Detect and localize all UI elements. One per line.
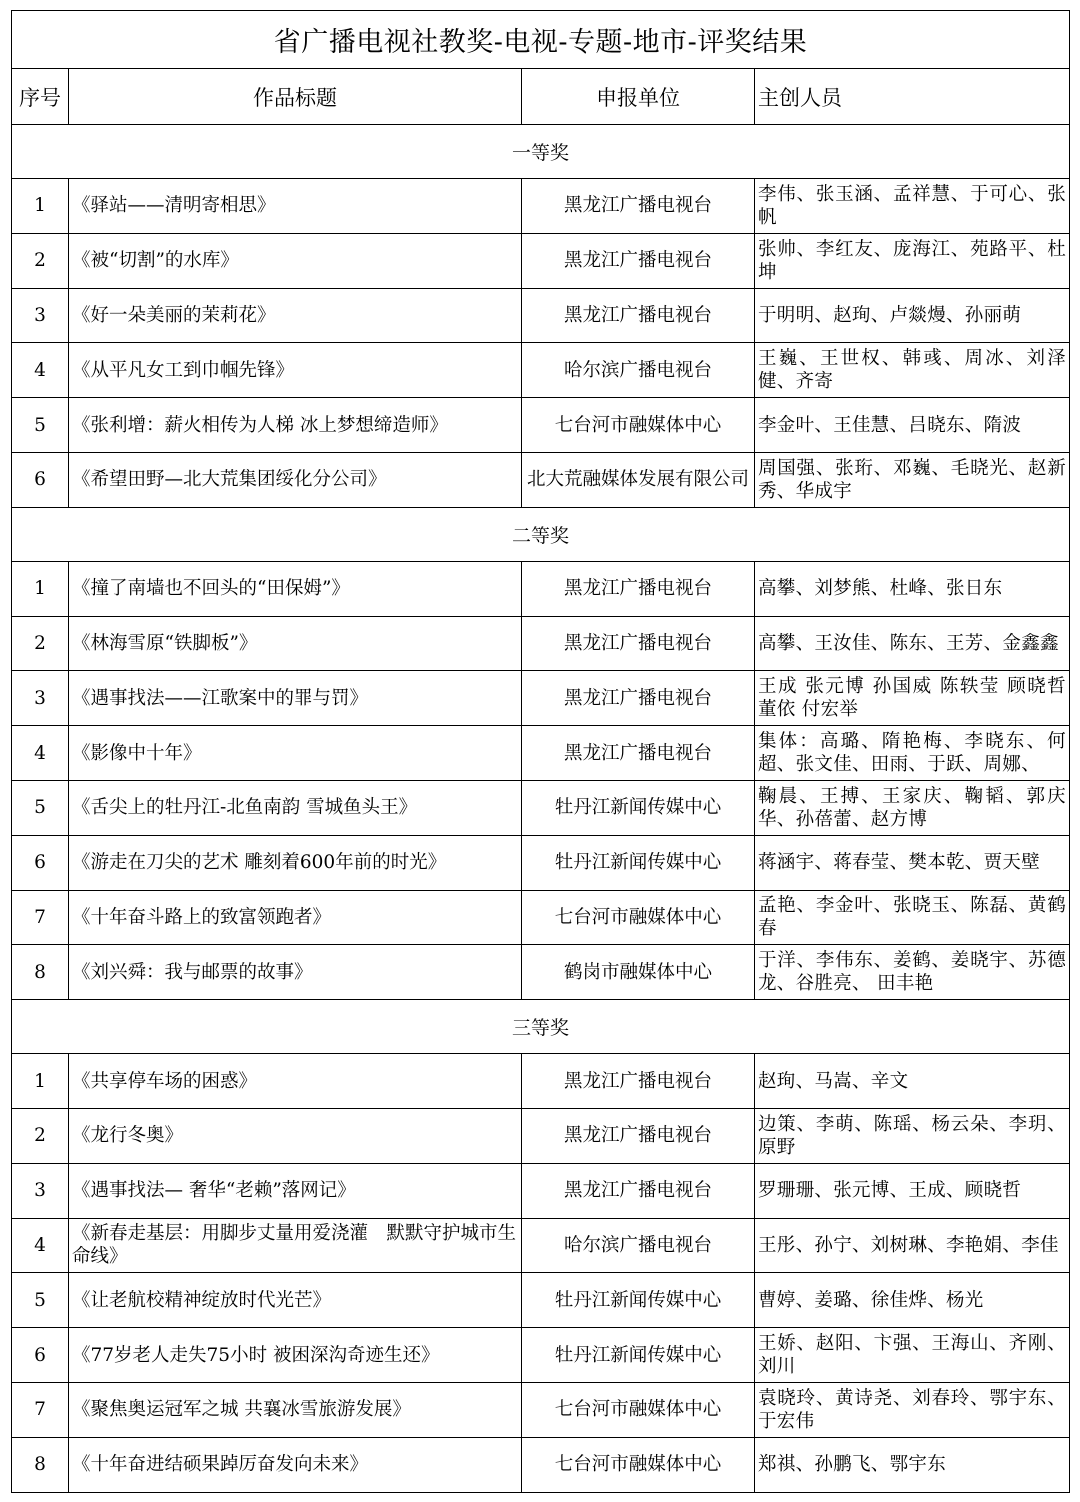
creators: 王娇、赵阳、卞强、王海山、齐刚、刘川 xyxy=(755,1328,1070,1383)
creators: 孟艳、李金叶、张晓玉、陈磊、黄鹤春 xyxy=(755,890,1070,945)
table-row xyxy=(12,288,1070,343)
row-number: 5 xyxy=(12,1273,69,1328)
row-number: 3 xyxy=(12,288,69,343)
submitting-unit: 黑龙江广播电视台 xyxy=(522,288,755,343)
row-number: 4 xyxy=(12,1218,69,1273)
table-row xyxy=(12,398,1070,453)
sheet-title: 省广播电视社教奖-电视-专题-地市-评奖结果 xyxy=(12,11,1070,69)
section-row xyxy=(12,507,1070,561)
table-row xyxy=(12,1382,1070,1437)
creators: 赵珣、马嵩、辛文 xyxy=(755,1054,1070,1109)
table-row xyxy=(12,1054,1070,1109)
row-number: 3 xyxy=(12,1163,69,1218)
table-row xyxy=(12,1437,1070,1492)
table-row xyxy=(12,1108,1070,1163)
creators: 李伟、张玉涵、孟祥慧、于可心、张帆 xyxy=(755,179,1070,234)
submitting-unit: 黑龙江广播电视台 xyxy=(522,561,755,616)
creators: 边策、李萌、陈瑶、杨云朵、李玥、 原野 xyxy=(755,1108,1070,1163)
creators: 周国强、张珩、邓巍、毛晓光、赵新秀、华成宇 xyxy=(755,452,1070,507)
row-number: 4 xyxy=(12,726,69,781)
header-title: 作品标题 xyxy=(69,69,522,125)
row-number: 3 xyxy=(12,671,69,726)
work-title: 《从平凡女工到巾帼先锋》 xyxy=(69,343,522,398)
row-number: 1 xyxy=(12,561,69,616)
title-row xyxy=(12,11,1070,69)
work-title: 《77岁老人走失75小时 被困深沟奇迹生还》 xyxy=(69,1328,522,1383)
submitting-unit: 北大荒融媒体发展有限公司 xyxy=(522,452,755,507)
work-title: 《撞了南墙也不回头的“田保姆”》 xyxy=(69,561,522,616)
work-title: 《希望田野—北大荒集团绥化分公司》 xyxy=(69,452,522,507)
work-title: 《林海雪原“铁脚板”》 xyxy=(69,616,522,671)
table-row xyxy=(12,835,1070,890)
submitting-unit: 黑龙江广播电视台 xyxy=(522,233,755,288)
row-number: 6 xyxy=(12,452,69,507)
submitting-unit: 黑龙江广播电视台 xyxy=(522,1163,755,1218)
submitting-unit: 哈尔滨广播电视台 xyxy=(522,1218,755,1273)
submitting-unit: 牡丹江新闻传媒中心 xyxy=(522,1273,755,1328)
submitting-unit: 鹤岗市融媒体中心 xyxy=(522,945,755,1000)
creators: 鞠晨、王搏、王家庆、鞠韬、郭庆华、孙蓓蕾、赵方博 xyxy=(755,780,1070,835)
table-row xyxy=(12,780,1070,835)
submitting-unit: 七台河市融媒体中心 xyxy=(522,890,755,945)
creators: 王彤、孙宁、刘树琳、李艳娟、李佳 xyxy=(755,1218,1070,1273)
submitting-unit: 黑龙江广播电视台 xyxy=(522,671,755,726)
row-number: 8 xyxy=(12,945,69,1000)
creators: 高攀、刘梦熊、杜峰、张日东 xyxy=(755,561,1070,616)
submitting-unit: 牡丹江新闻传媒中心 xyxy=(522,780,755,835)
table-row xyxy=(12,616,1070,671)
creators: 郑祺、孙鹏飞、鄂宇东 xyxy=(755,1437,1070,1492)
submitting-unit: 牡丹江新闻传媒中心 xyxy=(522,835,755,890)
submitting-unit: 七台河市融媒体中心 xyxy=(522,1382,755,1437)
submitting-unit: 七台河市融媒体中心 xyxy=(522,1437,755,1492)
section-title: 三等奖 xyxy=(12,1000,1070,1054)
work-title: 《聚焦奥运冠军之城 共襄冰雪旅游发展》 xyxy=(69,1382,522,1437)
header-people: 主创人员 xyxy=(755,69,1070,125)
results-table xyxy=(11,10,1070,1493)
header-unit: 申报单位 xyxy=(522,69,755,125)
table-row xyxy=(12,343,1070,398)
table-row xyxy=(12,726,1070,781)
submitting-unit: 牡丹江新闻传媒中心 xyxy=(522,1328,755,1383)
row-number: 7 xyxy=(12,890,69,945)
submitting-unit: 哈尔滨广播电视台 xyxy=(522,343,755,398)
creators: 王巍、王世权、韩彧、周冰、刘泽健、齐寄 xyxy=(755,343,1070,398)
table-row xyxy=(12,452,1070,507)
work-title: 《遇事找法——江歌案中的罪与罚》 xyxy=(69,671,522,726)
row-number: 2 xyxy=(12,1108,69,1163)
submitting-unit: 黑龙江广播电视台 xyxy=(522,616,755,671)
creators: 张帅、李红友、庞海江、苑路平、杜坤 xyxy=(755,233,1070,288)
header-row xyxy=(12,69,1070,125)
work-title: 《驿站——清明寄相思》 xyxy=(69,179,522,234)
work-title: 《遇事找法— 奢华“老赖”落网记》 xyxy=(69,1163,522,1218)
submitting-unit: 黑龙江广播电视台 xyxy=(522,1054,755,1109)
creators: 李金叶、王佳慧、吕晓东、隋波 xyxy=(755,398,1070,453)
work-title: 《张利增：薪火相传为人梯 冰上梦想缔造师》 xyxy=(69,398,522,453)
row-number: 2 xyxy=(12,616,69,671)
submitting-unit: 黑龙江广播电视台 xyxy=(522,726,755,781)
work-title: 《影像中十年》 xyxy=(69,726,522,781)
section-row xyxy=(12,125,1070,179)
creators: 曹婷、姜璐、徐佳烨、杨光 xyxy=(755,1273,1070,1328)
row-number: 1 xyxy=(12,1054,69,1109)
table-row xyxy=(12,1273,1070,1328)
work-title: 《龙行冬奥》 xyxy=(69,1108,522,1163)
work-title: 《舌尖上的牡丹江-北鱼南韵 雪城鱼头王》 xyxy=(69,780,522,835)
submitting-unit: 黑龙江广播电视台 xyxy=(522,179,755,234)
row-number: 8 xyxy=(12,1437,69,1492)
table-row xyxy=(12,1328,1070,1383)
creators: 罗珊珊、张元博、王成、顾晓哲 xyxy=(755,1163,1070,1218)
table-row xyxy=(12,945,1070,1000)
table-row xyxy=(12,890,1070,945)
work-title: 《被“切割”的水库》 xyxy=(69,233,522,288)
row-number: 2 xyxy=(12,233,69,288)
creators: 蒋涵宇、蒋春莹、樊本乾、贾天壁 xyxy=(755,835,1070,890)
work-title: 《十年奋斗路上的致富领跑者》 xyxy=(69,890,522,945)
header-num: 序号 xyxy=(12,69,69,125)
work-title: 《共享停车场的困惑》 xyxy=(69,1054,522,1109)
creators: 王成 张元博 孙国威 陈轶莹 顾晓哲 董依 付宏举 xyxy=(755,671,1070,726)
section-title: 一等奖 xyxy=(12,125,1070,179)
table-row xyxy=(12,179,1070,234)
work-title: 《十年奋进结硕果踔厉奋发向未来》 xyxy=(69,1437,522,1492)
creators: 袁晓玲、黄诗尧、刘春玲、鄂宇东、于宏伟 xyxy=(755,1382,1070,1437)
work-title: 《新春走基层：用脚步丈量用爱浇灌 默默守护城市生命线》 xyxy=(69,1218,522,1273)
table-row xyxy=(12,561,1070,616)
creators: 集体：高璐、隋艳梅、李晓东、何超、张文佳、田雨、于跃、周娜、 xyxy=(755,726,1070,781)
work-title: 《刘兴舜：我与邮票的故事》 xyxy=(69,945,522,1000)
creators: 高攀、王汝佳、陈东、王芳、金鑫鑫 xyxy=(755,616,1070,671)
table-row xyxy=(12,1218,1070,1273)
table-row xyxy=(12,233,1070,288)
row-number: 1 xyxy=(12,179,69,234)
work-title: 《让老航校精神绽放时代光芒》 xyxy=(69,1273,522,1328)
section-row xyxy=(12,1000,1070,1054)
table-row xyxy=(12,1163,1070,1218)
row-number: 6 xyxy=(12,1328,69,1383)
creators: 于明明、赵珣、卢燚熳、孙丽萌 xyxy=(755,288,1070,343)
row-number: 5 xyxy=(12,398,69,453)
creators: 于洋、李伟东、姜鹤、姜晓宇、苏德龙、谷胜亮、 田丰艳 xyxy=(755,945,1070,1000)
row-number: 5 xyxy=(12,780,69,835)
row-number: 4 xyxy=(12,343,69,398)
submitting-unit: 七台河市融媒体中心 xyxy=(522,398,755,453)
table-row xyxy=(12,671,1070,726)
section-title: 二等奖 xyxy=(12,507,1070,561)
submitting-unit: 黑龙江广播电视台 xyxy=(522,1108,755,1163)
row-number: 7 xyxy=(12,1382,69,1437)
work-title: 《游走在刀尖的艺术 雕刻着600年前的时光》 xyxy=(69,835,522,890)
row-number: 6 xyxy=(12,835,69,890)
work-title: 《好一朵美丽的茉莉花》 xyxy=(69,288,522,343)
